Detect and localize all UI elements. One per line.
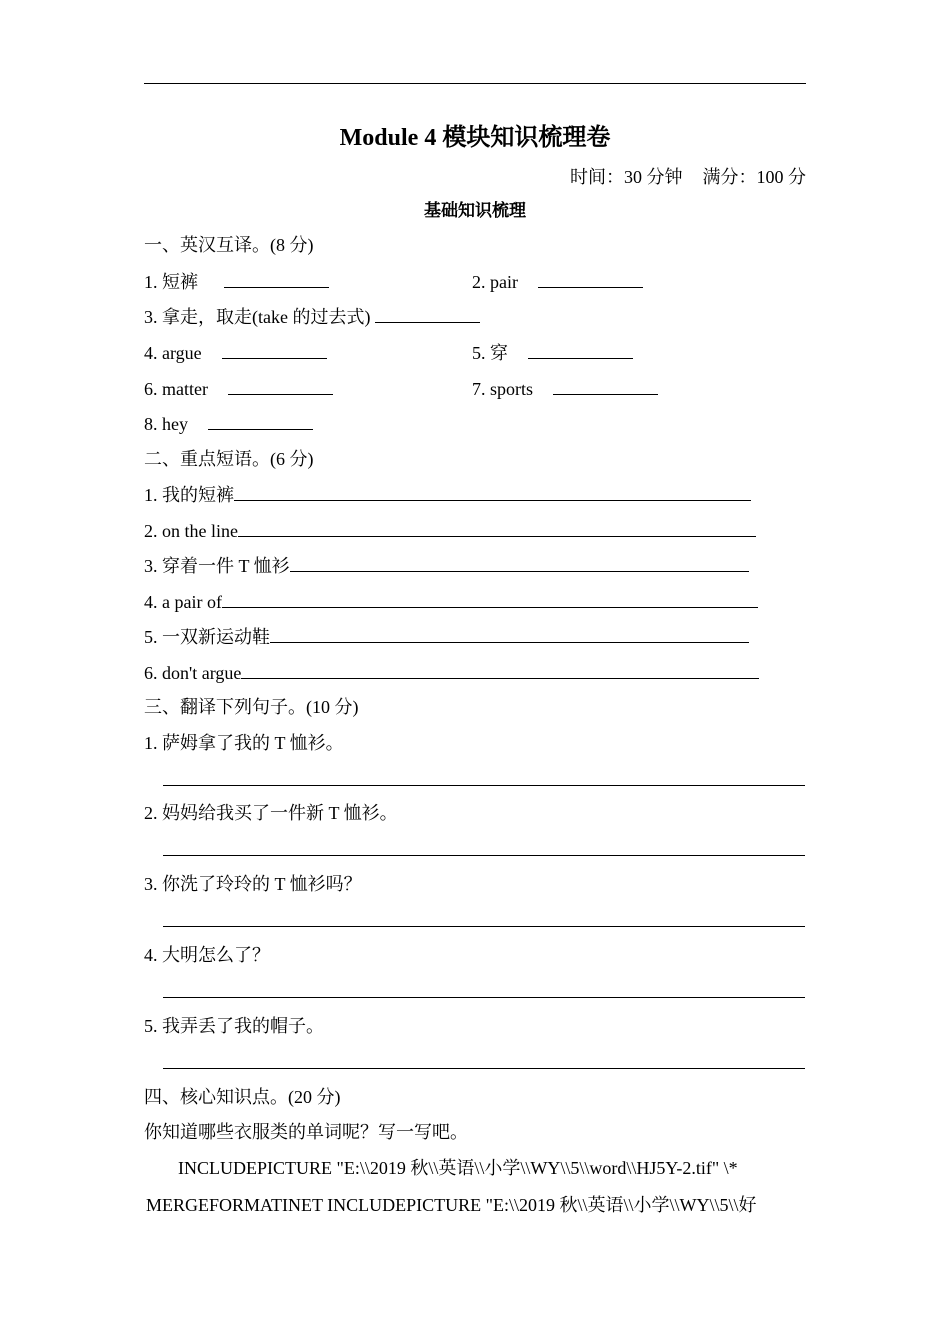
answer-line[interactable] bbox=[163, 1068, 805, 1069]
phrase-prompt: 1. 我的短裤 bbox=[144, 485, 234, 505]
phrase-item bbox=[144, 480, 751, 509]
field-code-text: MERGEFORMATINET INCLUDEPICTURE "E:\\2019 秋\\英语\\小学\\WY\\5\\好 bbox=[146, 1195, 757, 1215]
answer-blank[interactable] bbox=[224, 267, 329, 288]
sentence-prompt: 4. 大明怎么了？ bbox=[144, 945, 270, 965]
answer-blank[interactable] bbox=[553, 374, 658, 395]
vocab-prompt: 3. 拿走，取走(take 的过去式) bbox=[144, 307, 371, 327]
answer-blank[interactable] bbox=[375, 302, 480, 323]
answer-blank[interactable] bbox=[290, 551, 749, 572]
answer-blank[interactable] bbox=[538, 267, 643, 288]
vocab-item bbox=[144, 302, 480, 331]
time-limit: 时间：30 分钟 bbox=[570, 167, 683, 187]
answer-blank[interactable] bbox=[222, 587, 758, 608]
full-score: 满分：100 分 bbox=[702, 167, 806, 187]
vocab-prompt: 2. pair bbox=[472, 272, 518, 292]
answer-blank[interactable] bbox=[528, 338, 633, 359]
vocab-item bbox=[144, 338, 327, 367]
answer-blank[interactable] bbox=[241, 658, 759, 679]
answer-blank[interactable] bbox=[238, 516, 756, 537]
vocab-item bbox=[472, 267, 643, 296]
phrase-prompt: 4. a pair of bbox=[144, 592, 222, 612]
vocab-prompt: 6. matter bbox=[144, 379, 208, 399]
answer-line[interactable] bbox=[163, 855, 805, 856]
part1-heading: 一、英汉互译。(8 分) bbox=[144, 235, 314, 255]
phrase-prompt: 2. on the line bbox=[144, 521, 238, 541]
part3-heading: 三、翻译下列句子。(10 分) bbox=[144, 697, 359, 717]
vocab-item bbox=[144, 409, 313, 438]
vocab-item bbox=[472, 374, 658, 403]
part4-instruction: 你知道哪些衣服类的单词呢？写一写吧。 bbox=[144, 1122, 468, 1142]
vocab-prompt: 4. argue bbox=[144, 343, 202, 363]
vocab-item bbox=[144, 374, 333, 403]
phrase-item bbox=[144, 587, 758, 616]
phrase-item bbox=[144, 622, 749, 651]
vocab-prompt: 8. hey bbox=[144, 414, 188, 434]
sentence-prompt: 2. 妈妈给我买了一件新 T 恤衫。 bbox=[144, 803, 398, 823]
vocab-item bbox=[472, 338, 633, 367]
answer-blank[interactable] bbox=[208, 409, 313, 430]
part4-heading: 四、核心知识点。(20 分) bbox=[144, 1087, 341, 1107]
answer-blank[interactable] bbox=[234, 480, 751, 501]
answer-line[interactable] bbox=[163, 997, 805, 998]
phrase-prompt: 3. 穿着一件 T 恤衫 bbox=[144, 556, 290, 576]
vocab-prompt: 1. 短裤 bbox=[144, 272, 198, 292]
vocab-prompt: 7. sports bbox=[472, 379, 534, 399]
header-rule bbox=[144, 83, 806, 84]
phrase-item bbox=[144, 516, 756, 545]
phrase-item bbox=[144, 551, 749, 580]
field-code-text: INCLUDEPICTURE "E:\\2019 秋\\英语\\小学\\WY\\5\\word\\HJ5Y-2.tif" \* bbox=[178, 1158, 738, 1178]
vocab-item bbox=[144, 267, 329, 296]
vocab-prompt: 5. 穿 bbox=[472, 343, 508, 363]
sentence-prompt: 3. 你洗了玲玲的 T 恤衫吗？ bbox=[144, 874, 362, 894]
answer-line[interactable] bbox=[163, 785, 805, 786]
page-title: Module 4 模块知识梳理卷 bbox=[339, 125, 611, 151]
sentence-prompt: 1. 萨姆拿了我的 T 恤衫。 bbox=[144, 733, 344, 753]
answer-blank[interactable] bbox=[228, 374, 333, 395]
section-heading: 基础知识梳理 bbox=[424, 201, 526, 220]
phrase-prompt: 5. 一双新运动鞋 bbox=[144, 627, 270, 647]
sentence-prompt: 5. 我弄丢了我的帽子。 bbox=[144, 1016, 324, 1036]
answer-line[interactable] bbox=[163, 926, 805, 927]
answer-blank[interactable] bbox=[222, 338, 327, 359]
answer-blank[interactable] bbox=[270, 622, 749, 643]
phrase-prompt: 6. don't argue bbox=[144, 663, 242, 683]
exam-info bbox=[570, 163, 806, 191]
phrase-item bbox=[144, 658, 759, 687]
part2-heading: 二、重点短语。(6 分) bbox=[144, 449, 314, 469]
